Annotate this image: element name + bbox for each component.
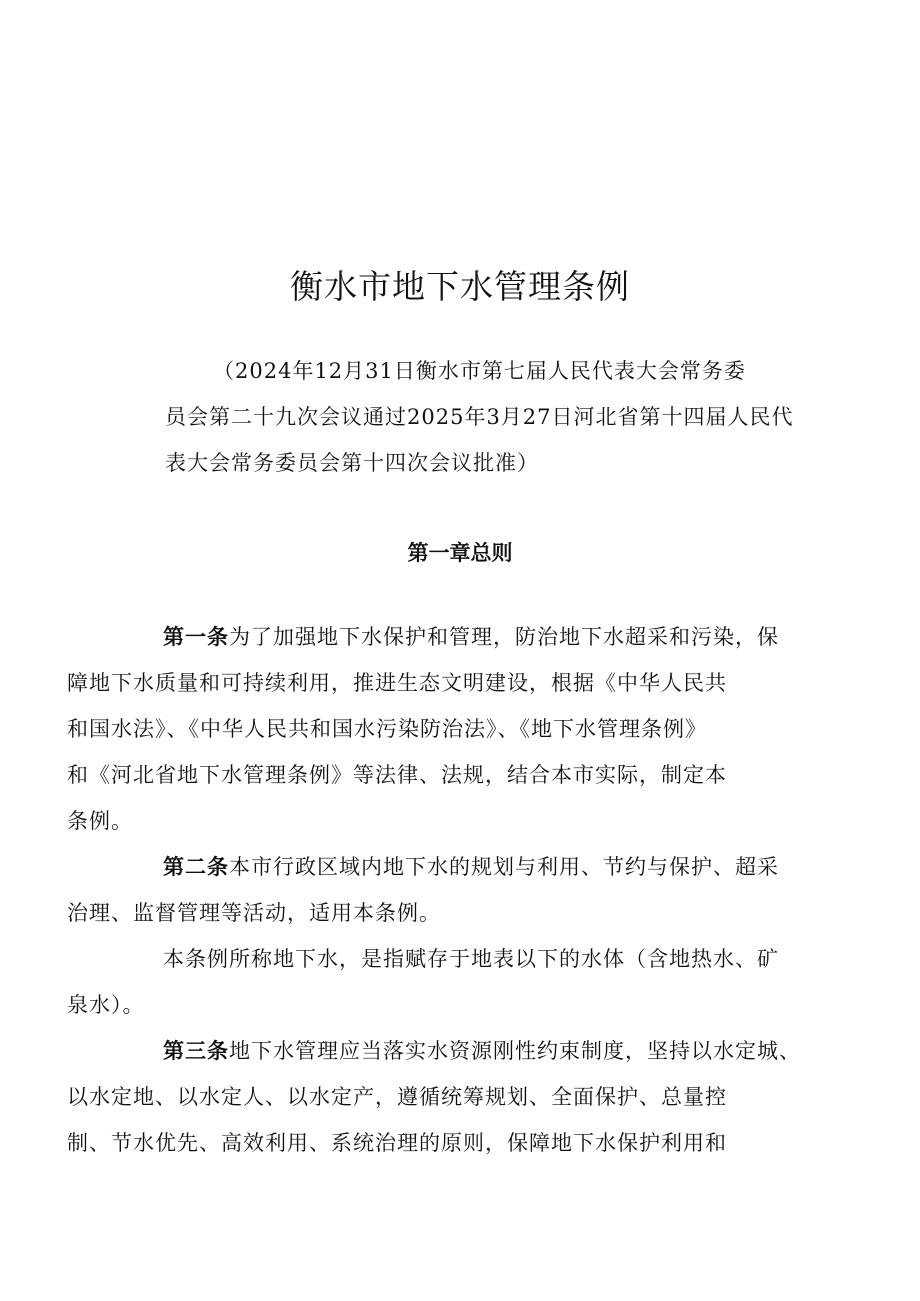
paragraph-line xyxy=(115,1028,815,1074)
paragraph-line: 治理、监督管理等活动，适用本条例。 xyxy=(67,901,441,925)
article-number: 第三条 xyxy=(163,1039,229,1063)
paragraph-line xyxy=(115,614,815,660)
paragraph-text: 本市行政区域内地下水的规划与利用、节约与保护、超采 xyxy=(229,855,779,879)
paragraph-line xyxy=(115,844,815,890)
paragraph-line: 和国水法》、《中华人民共和国水污染防治法》、《地下水管理条例》 xyxy=(67,717,707,741)
article-paragraph xyxy=(67,1028,815,1166)
adoption-note-line: 表大会常务委员会第十四次会议批准） xyxy=(165,451,539,475)
document-body xyxy=(67,614,815,1166)
paragraph-line: 条例。 xyxy=(67,809,133,833)
paragraph-line: 本条例所称地下水，是指赋存于地表以下的水体（含地热水、矿 xyxy=(163,947,779,971)
adoption-note-line: 员会第二十九次会议通过2025年3月27日河北省第十四届人民代 xyxy=(165,405,794,429)
body-paragraph xyxy=(67,936,815,1028)
article-paragraph xyxy=(67,844,815,936)
document-title: 衡水市地下水管理条例 xyxy=(290,267,630,306)
paragraph-line: 以水定地、以水定人、以水定产，遵循统筹规划、全面保护、总量控 xyxy=(67,1085,727,1109)
adoption-note xyxy=(165,348,805,486)
paragraph-line: 障地下水质量和可持续利用，推进生态文明建设，根据《中华人民共 xyxy=(67,671,727,695)
adoption-note-line: （2024年12月31日衡水市第七届人民代表大会常务委 xyxy=(213,359,746,383)
paragraph-line: 泉水）。 xyxy=(67,993,145,1017)
paragraph-text: 地下水管理应当落实水资源刚性约束制度，坚持以水定城、 xyxy=(229,1039,801,1063)
article-paragraph xyxy=(67,614,815,844)
paragraph-text: 为了加强地下水保护和管理，防治地下水超采和污染，保 xyxy=(229,625,779,649)
paragraph-line: 和《河北省地下水管理条例》等法律、法规，结合本市实际，制定本 xyxy=(67,763,727,787)
article-number: 第一条 xyxy=(163,625,229,649)
paragraph-line: 制、节水优先、高效利用、系统治理的原则，保障地下水保护利用和 xyxy=(67,1131,727,1155)
article-number: 第二条 xyxy=(163,855,229,879)
chapter-heading: 第一章总则 xyxy=(407,541,513,565)
